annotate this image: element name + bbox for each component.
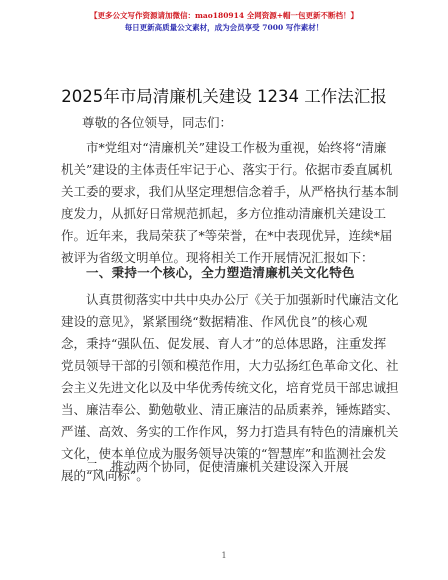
promo-line-1: 【更多公文写作资源请加微信：mao180914 全网资源+帽一包更新不断档！】 — [89, 11, 358, 20]
paragraph-line: 被评为省级文明单位。现将相关工作开展情况汇报如下： — [61, 250, 374, 265]
paragraph-line: 作。近年来，我局荣获了*等荣誉，在*中表现优异，连续*届 — [61, 228, 393, 243]
paragraph-line: 关工委的要求，我们从坚定理想信念着手，从严格执行基本制 — [61, 184, 399, 199]
paragraph-line: 当、廉洁奉公、勤勉敬业、清正廉洁的品质素养，锤炼踏实、 — [61, 402, 399, 417]
paragraph-line: 度发力，从抓好日常规范抓起，多方位推动清廉机关建设工 — [61, 206, 387, 221]
paragraph-line: 展的“风向标”。 — [61, 468, 149, 483]
paragraph-line: 党员领导干部的引领和模范作用，大力弘扬红色革命文化、社 — [61, 358, 399, 373]
paragraph-line: 文化，使本单位成为服务领导决策的“智慧库”和监测社会发 — [61, 446, 387, 461]
promo-line-2: 每日更新高质量公文素材，成为会员享受 7000 写作素材！ — [124, 23, 324, 32]
paragraph-line: 机关”建设的主体责任牢记于心、落实于行。依据市委直属机 — [61, 162, 393, 177]
paragraph-line: 会主义先进文化以及中华优秀传统文化，培育党员干部忠诚担 — [61, 380, 399, 395]
paragraph-line: 念，秉持“强队伍、促发展、育人才”的总体思路，注重发挥 — [61, 336, 387, 351]
page-number: 1 — [221, 551, 227, 560]
paragraph-line: 建设的意见》，紧紧围绕“数据精准、作风优良”的核心观 — [61, 314, 368, 329]
paragraph-line: 严谨、高效、务实的工作作风，努力打造具有特色的清廉机关 — [61, 424, 399, 439]
greeting: 尊敬的各位领导，同志们： — [82, 115, 233, 130]
document-title: 2025年市局清廉机关建设 1234 工作法汇报 — [61, 87, 387, 106]
paragraph-1 — [61, 137, 399, 269]
section-heading-2: 二、推动两个协同，促使清廉机关建设深入开展 — [86, 459, 349, 474]
section-heading-1: 一、秉持一个核心，全力塑造清廉机关文化特色 — [86, 265, 355, 280]
paragraph-line: 认真贯彻落实中共中央办公厅《关于加强新时代廉洁文化 — [86, 292, 399, 307]
promo-banner — [0, 10, 448, 34]
paragraph-line: 市*党组对“清廉机关”建设工作极为重视，始终将“清廉 — [86, 140, 387, 155]
